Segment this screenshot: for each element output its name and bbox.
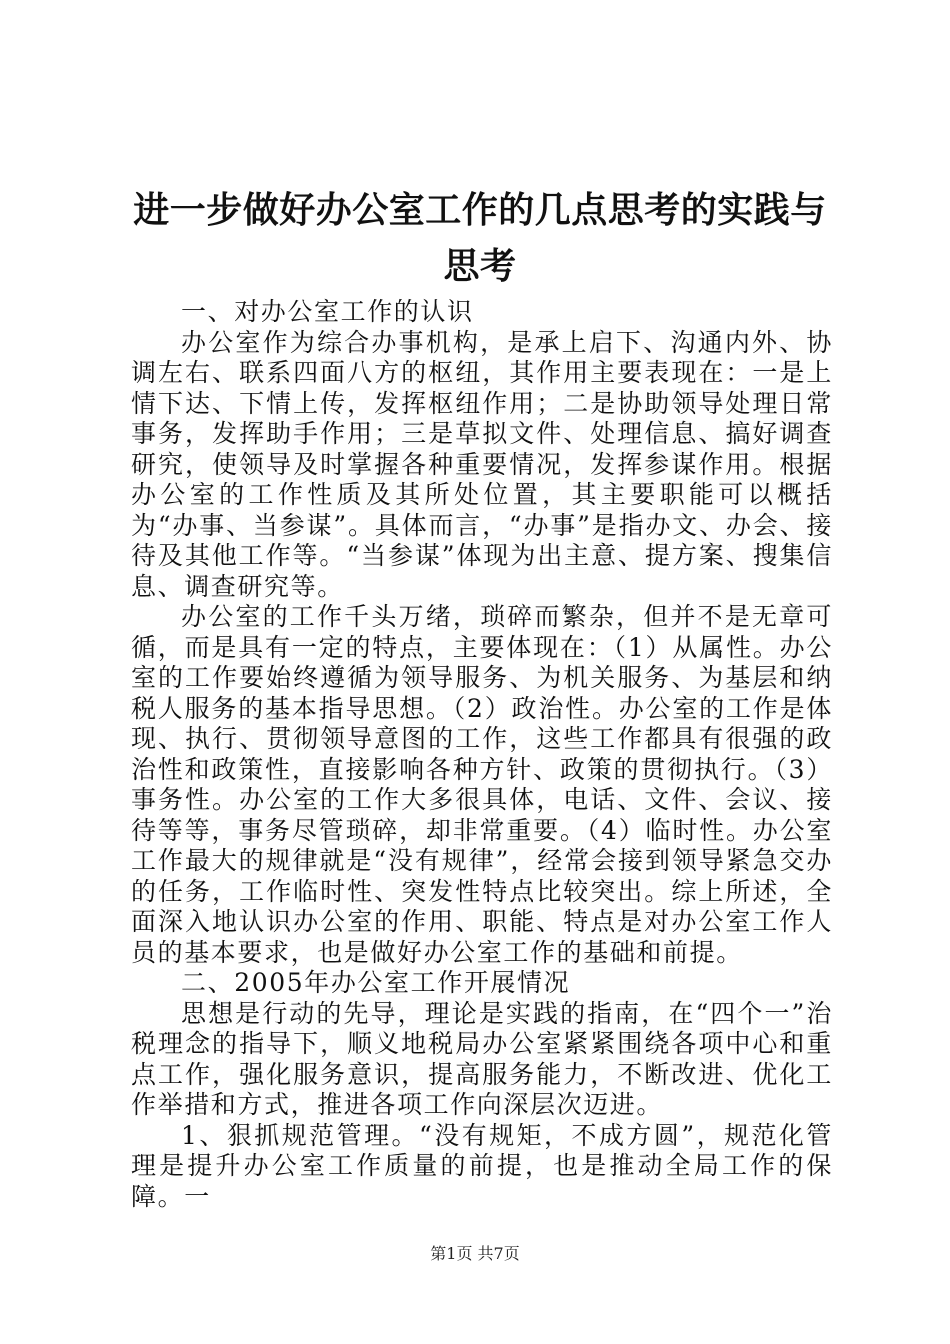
document-title: 进一步做好办公室工作的几点思考的实践与思考	[133, 190, 827, 287]
page-number-footer: 第1页 共7页	[430, 1244, 520, 1263]
paragraph-office-features: 办公室的工作千头万绪，琐碎而繁杂，但并不是无章可循，而是具有一定的特点，主要体现在：（1）从属性。办公室的工作要始终遵循为领导服务、为机关服务、为基层和纳税人服务的基本指导思想。（2）政治性。办公室的工作是体现、执行、贯彻领导意图的工作，这些工作都具有很强的政治性和政策性，直接影响各种方针、政策的贯彻执行。（3）事务性。办公室的工作大多很具体，电话、文件、会议、接待等等，事务尽管琐碎，却非常重要。（4）临时性。办公室工作最大的规律就是“没有规律”，经常会接到领导紧急交办的任务，工作临时性、突发性特点比较突出。综上所述，全面深入地认识办公室的作用、职能、特点是对办公室工作人员的基本要求，也是做好办公室工作的基础和前提。	[131, 602, 833, 967]
section-heading-2: 二、2005年办公室工作开展情况	[181, 968, 571, 997]
paragraph-office-role: 办公室作为综合办事机构，是承上启下、沟通内外、协调左右、联系四面八方的枢纽，其作用主要表现在：一是上情下达、下情上传，发挥枢纽作用；二是协助领导处理日常事务，发挥助手作用；三是草拟文件、处理信息、搞好调查研究，使领导及时掌握各种重要情况，发挥参谋作用。根据办公室的工作性质及其所处位置，其主要职能可以概括为“办事、当参谋”。具体而言，“办事”是指办文、办会、接待及其他工作等。“当参谋”体现为出主意、提方案、搜集信息、调查研究等。	[131, 327, 833, 601]
paragraph-2005-overview: 思想是行动的先导，理论是实践的指南，在“四个一”治税理念的指导下，顺义地税局办公室紧紧围绕各项中心和重点工作，强化服务意识，提高服务能力，不断改进、优化工作举措和方式，推进各项工作向深层次迈进。	[131, 998, 833, 1119]
document-body	[131, 297, 833, 1212]
paragraph-standard-management: 1、狠抓规范管理。“没有规矩，不成方圆”，规范化管理是提升办公室工作质量的前提，也是推动全局工作的保障。一	[131, 1120, 833, 1211]
section-heading-1: 一、对办公室工作的认识	[181, 297, 474, 326]
